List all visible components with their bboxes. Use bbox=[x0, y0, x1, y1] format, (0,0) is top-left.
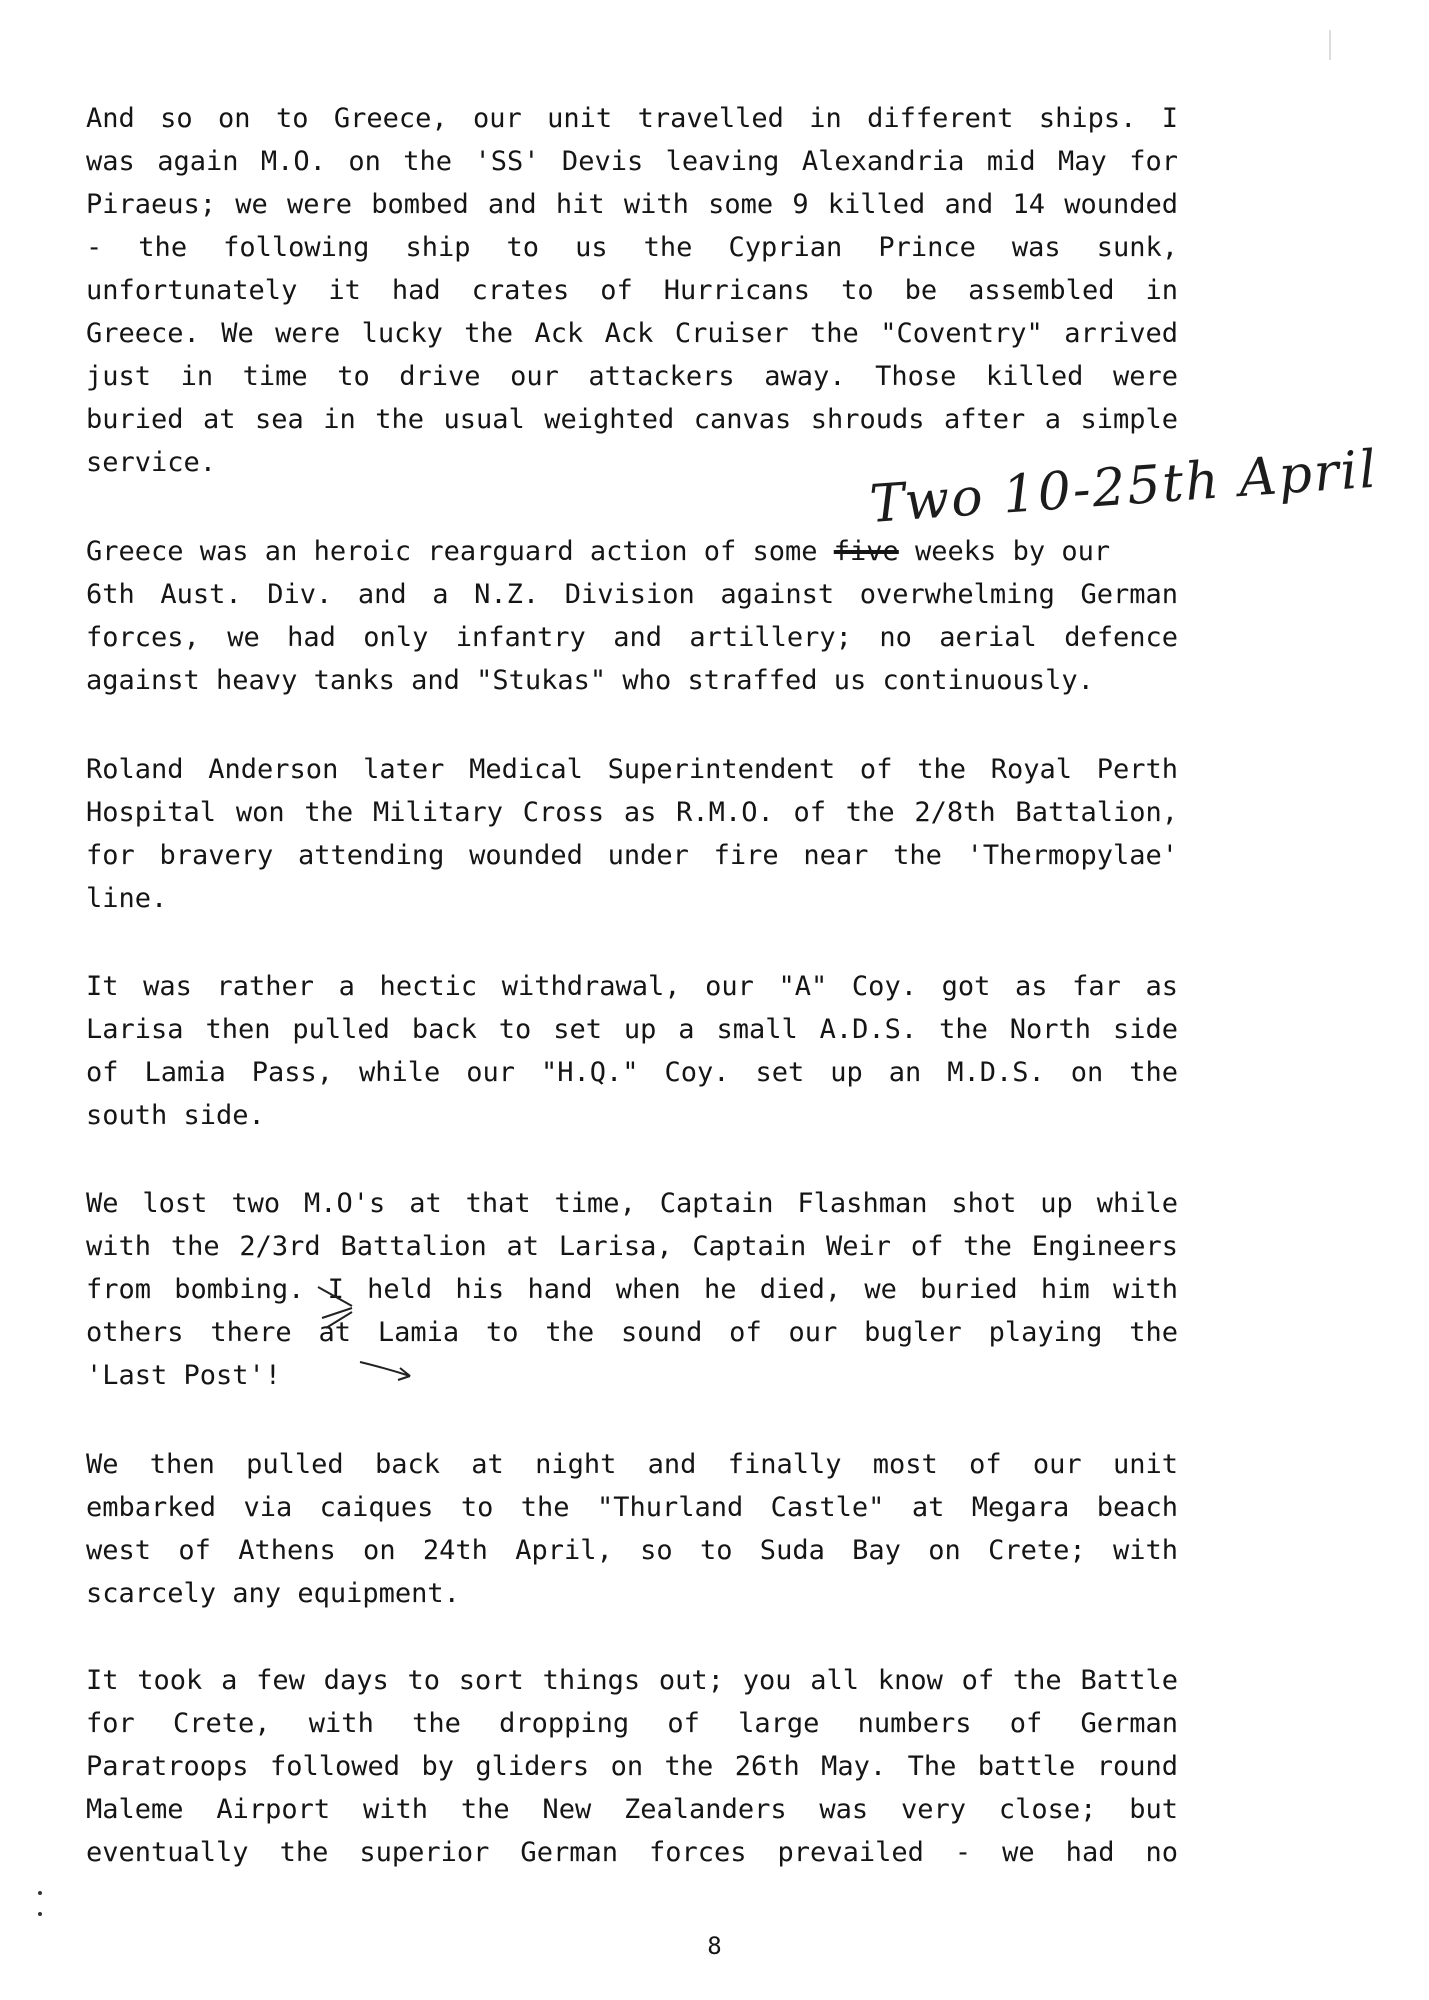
text-line: with the 2/3rd Battalion at Larisa, Captain Weir of the Engineers bbox=[86, 1231, 1178, 1262]
text-line: It was rather a hectic withdrawal, our "A" Coy. got as far as bbox=[86, 971, 1178, 1002]
text-line: Hospital won the Military Cross as R.M.O. of the 2/8th Battalion, bbox=[86, 797, 1178, 828]
text-line: forces, we had only infantry and artillery; no aerial defence bbox=[86, 622, 1178, 653]
text-line bbox=[86, 530, 1178, 573]
paragraph-greece-rearguard bbox=[86, 530, 1178, 702]
text-line: It took a few days to sort things out; you all know of the Battle bbox=[86, 1665, 1178, 1696]
handwritten-note: Two 10-25th April bbox=[867, 439, 1380, 535]
page-number: 8 bbox=[707, 1932, 722, 1960]
text-line: eventually the superior German forces prevailed - we had no bbox=[86, 1837, 1178, 1868]
text-line: line. bbox=[86, 883, 168, 914]
text-line: service. bbox=[86, 447, 217, 478]
paragraph-withdrawal bbox=[86, 965, 1178, 1137]
text-line: scarcely any equipment. bbox=[86, 1578, 460, 1609]
text-line: And so on to Greece, our unit travelled in different ships. I bbox=[86, 103, 1178, 134]
text-line: 'Last Post'! bbox=[86, 1360, 282, 1391]
speck-mark bbox=[38, 1891, 42, 1895]
speck-mark bbox=[38, 1912, 42, 1916]
text-line: Maleme Airport with the New Zealanders was very close; but bbox=[86, 1794, 1178, 1825]
text-line: unfortunately it had crates of Hurricans to be assembled in bbox=[86, 275, 1178, 306]
text-line: Paratroops followed by gliders on the 26th May. The battle round bbox=[86, 1751, 1178, 1782]
text-line: south side. bbox=[86, 1100, 265, 1131]
text-line: for Crete, with the dropping of large numbers of German bbox=[86, 1708, 1178, 1739]
paragraph-battle-for-crete bbox=[86, 1659, 1178, 1874]
text-line: We lost two M.O's at that time, Captain Flashman shot up while bbox=[86, 1188, 1178, 1219]
text-line: Roland Anderson later Medical Superintendent of the Royal Perth bbox=[86, 754, 1178, 785]
text-line: was again M.O. on the 'SS' Devis leaving Alexandria mid May for bbox=[86, 146, 1178, 177]
text-line: just in time to drive our attackers away. Those killed were bbox=[86, 361, 1178, 392]
text-line: 6th Aust. Div. and a N.Z. Division against overwhelming German bbox=[86, 579, 1178, 610]
text-line: buried at sea in the usual weighted canvas shrouds after a simple bbox=[86, 404, 1178, 435]
paragraph-greece-voyage bbox=[86, 97, 1178, 484]
text-line: against heavy tanks and "Stukas" who straffed us continuously. bbox=[86, 665, 1094, 696]
text-line: of Lamia Pass, while our "H.Q." Coy. set up an M.D.S. on the bbox=[86, 1057, 1178, 1088]
paragraph-lost-mos bbox=[86, 1182, 1178, 1397]
text-line: from bombing. I held his hand when he died, we buried him with bbox=[86, 1274, 1178, 1305]
text-line: for bravery attending wounded under fire near the 'Thermopylae' bbox=[86, 840, 1178, 871]
text-fragment: weeks by our bbox=[898, 536, 1111, 567]
text-line: embarked via caiques to the "Thurland Castle" at Megara beach bbox=[86, 1492, 1178, 1523]
text-line: west of Athens on 24th April, so to Suda Bay on Crete; with bbox=[86, 1535, 1178, 1566]
text-line: others there at Lamia to the sound of our bugler playing the bbox=[86, 1317, 1178, 1348]
text-line: Greece. We were lucky the Ack Ack Cruiser the "Coventry" arrived bbox=[86, 318, 1178, 349]
text-line: We then pulled back at night and finally most of our unit bbox=[86, 1449, 1178, 1480]
text-line: Larisa then pulled back to set up a small A.D.S. the North side bbox=[86, 1014, 1178, 1045]
text-line: - the following ship to us the Cyprian Prince was sunk, bbox=[86, 232, 1178, 263]
paragraph-embarkation bbox=[86, 1443, 1178, 1615]
text-fragment: Greece was an heroic rearguard action of some bbox=[86, 536, 834, 567]
text-line: Piraeus; we were bombed and hit with some 9 killed and 14 wounded bbox=[86, 189, 1178, 220]
struck-out-word: five bbox=[833, 536, 899, 567]
paragraph-roland-anderson bbox=[86, 748, 1178, 920]
